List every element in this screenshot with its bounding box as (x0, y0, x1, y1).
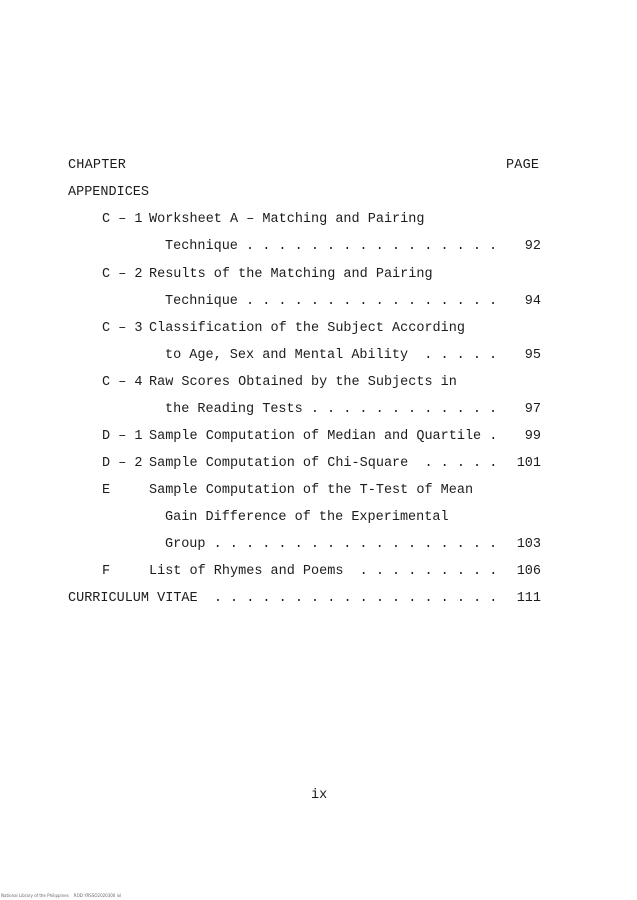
entry-title-continued: to Age, Sex and Mental Ability . . . . . (165, 348, 498, 363)
entry-code: F (102, 564, 111, 579)
entry-code: C – 2 (102, 267, 143, 282)
entry-page-number: 99 (524, 429, 541, 444)
entry-title-continued: Technique . . . . . . . . . . . . . . . . (165, 239, 498, 254)
entry-code: C – 1 (102, 212, 143, 227)
entry-page-number: 97 (524, 402, 541, 417)
entry-page-number: 92 (524, 239, 541, 254)
entry-title: Sample Computation of the T-Test of Mean (149, 483, 474, 498)
entry-title: Raw Scores Obtained by the Subjects in (149, 375, 457, 390)
entry-code: C – 3 (102, 321, 143, 336)
entry-page-number: 106 (516, 564, 541, 579)
entry-page-number: 101 (516, 456, 541, 471)
entry-page-number: 111 (516, 591, 541, 606)
entry-code: D – 2 (102, 456, 143, 471)
entry-code: D – 1 (102, 429, 143, 444)
entry-title-continued: Gain Difference of the Experimental (165, 510, 449, 525)
entry-title: Classification of the Subject According (149, 321, 465, 336)
page-number: ix (311, 788, 328, 803)
entry-title: Worksheet A – Matching and Pairing (149, 212, 425, 227)
entry-title: Results of the Matching and Pairing (149, 267, 433, 282)
entry-title-continued: the Reading Tests . . . . . . . . . . . . (165, 402, 498, 417)
page-heading: PAGE (506, 158, 540, 173)
entry-title: List of Rhymes and Poems . . . . . . . . . (149, 564, 498, 579)
chapter-heading: CHAPTER (68, 158, 127, 173)
entry-page-number: 103 (516, 537, 541, 552)
entry-title: Sample Computation of Median and Quartile . (149, 429, 498, 444)
library-footer: National Library of the Philippines ROD YRSSO2020300 ixl (1, 893, 122, 898)
appendices-heading: APPENDICES (68, 185, 150, 200)
entry-title: Sample Computation of Chi-Square . . . . . (149, 456, 498, 471)
entry-page-number: 95 (524, 348, 541, 363)
entry-title-continued: Group . . . . . . . . . . . . . . . . . . (165, 537, 498, 552)
entry-page-number: 94 (524, 294, 541, 309)
entry-code: C – 4 (102, 375, 143, 390)
curriculum-vitae-entry: CURRICULUM VITAE . . . . . . . . . . . . . . . . . . (68, 591, 498, 606)
entry-code: E (102, 483, 111, 498)
entry-title-continued: Technique . . . . . . . . . . . . . . . . (165, 294, 498, 309)
